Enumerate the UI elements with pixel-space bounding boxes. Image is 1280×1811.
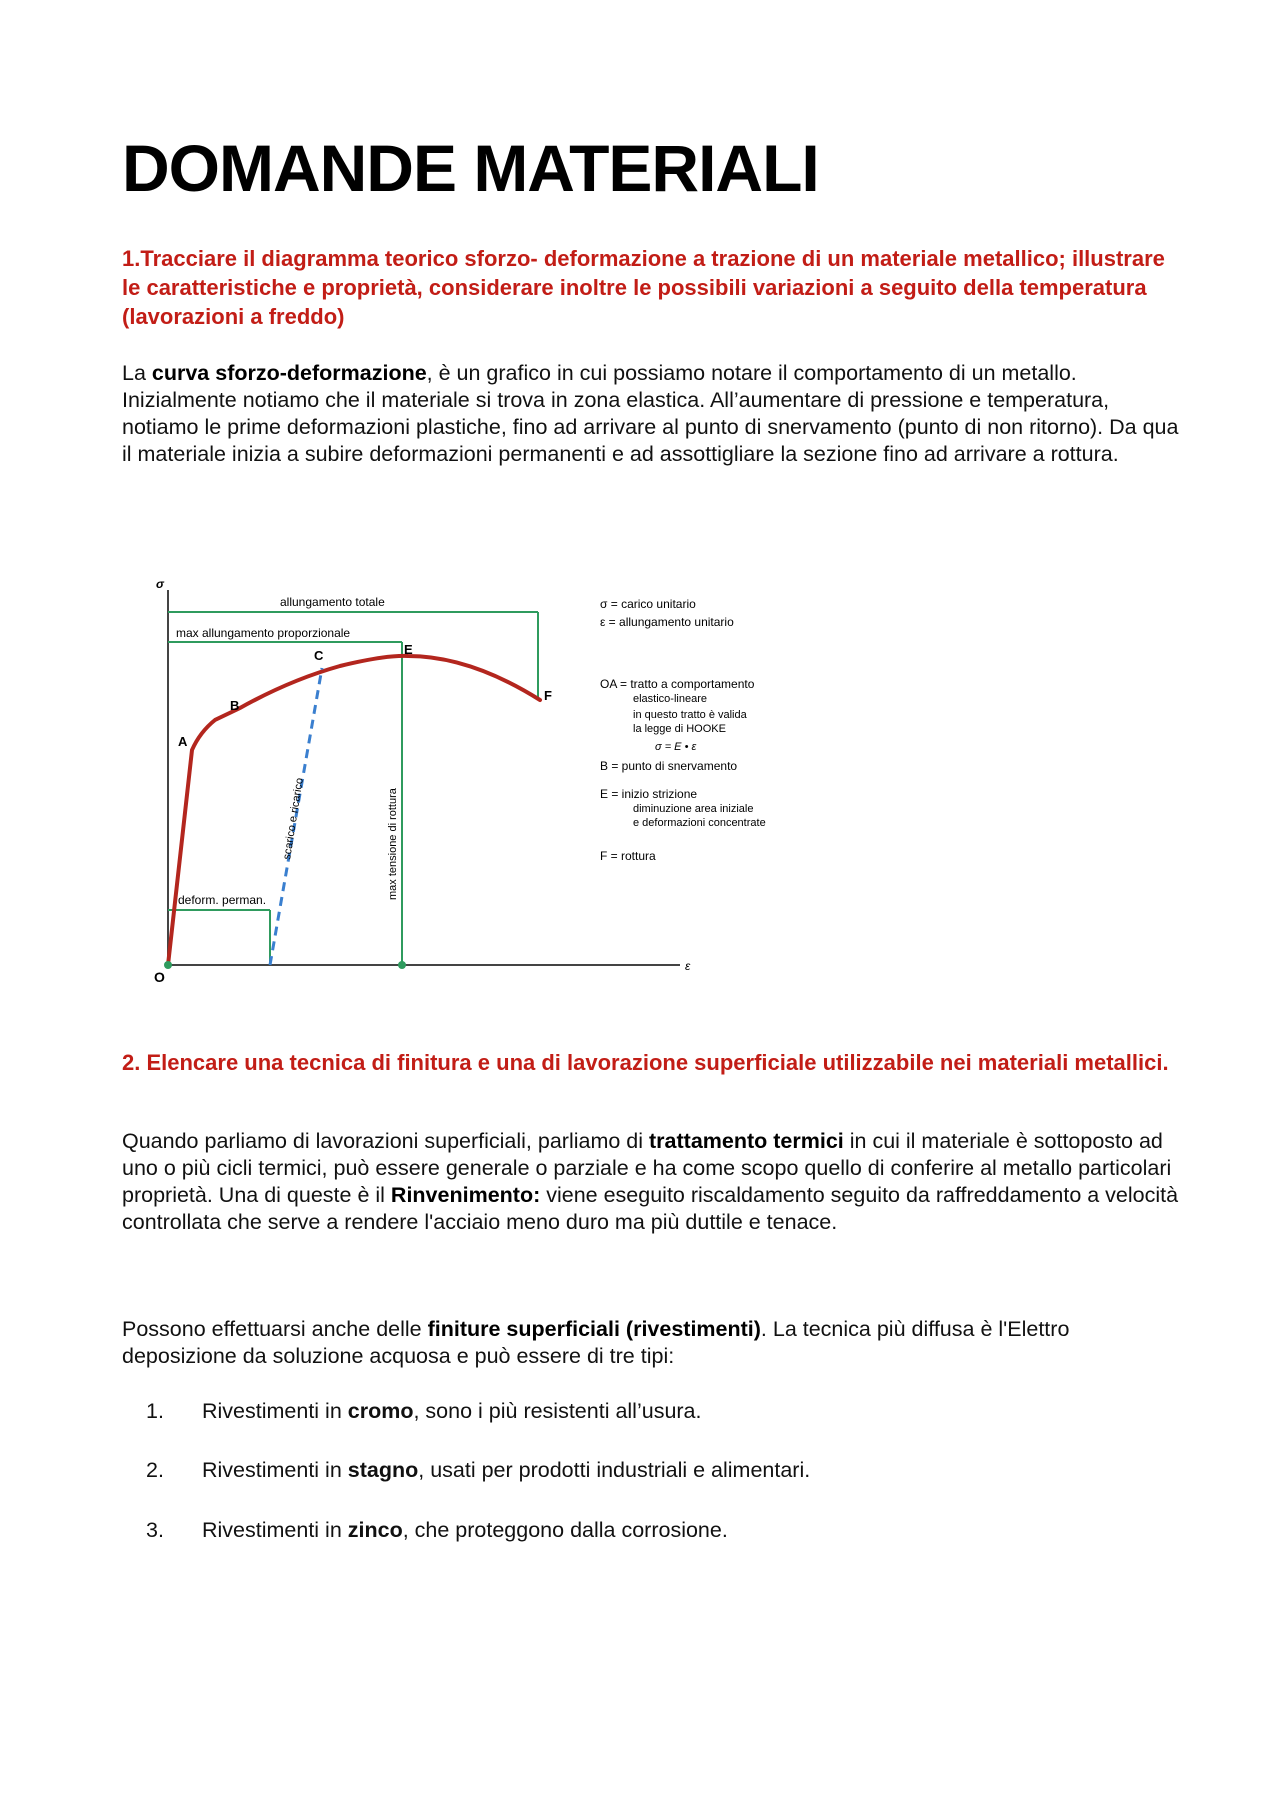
- legend-oa-3: in questo tratto è valida: [633, 709, 747, 721]
- max-stress-foot-point: [398, 961, 406, 969]
- unload-reload-label: scarico e ricarico: [281, 777, 306, 861]
- sigma-axis-label: σ: [156, 577, 164, 591]
- question-1: 1.Tracciare il diagramma teorico sforzo- deformazione a trazione di un materiale metallico; illustrare le caratteristiche e proprietà, considerare inoltre le possibili variazioni a seguito della temperatura (lavorazioni a freddo): [122, 246, 1165, 329]
- list-item-number: 1.: [146, 1399, 164, 1423]
- stress-strain-diagram: [140, 570, 820, 990]
- answer-2-text-e: viene eseguito riscaldamento seguito da raffreddamento a velocità controllata che serve a rendere l'acciaio meno duro ma più duttile e tenace.: [122, 1183, 1179, 1234]
- legend-oa-2: elastico-lineare: [633, 693, 707, 705]
- list-item-bold: cromo: [347, 1399, 414, 1423]
- list-item-pre: Rivestimenti in: [202, 1458, 348, 1482]
- list-item-bold: stagno: [347, 1458, 419, 1482]
- list-item-post: , usati per prodotti industriali e alimentari.: [418, 1458, 811, 1482]
- answer-2-text-c: in cui il materiale è sottoposto ad uno o più cicli termici, può essere generale o parziale e ha come scopo quello di conferire al metallo particolari proprietà. Una di queste è il: [122, 1129, 1172, 1207]
- point-a-label: A: [178, 734, 188, 749]
- list-item-pre: Rivestimenti in: [202, 1518, 348, 1542]
- legend-e: E = inizio strizione: [600, 787, 698, 801]
- legend-f: F = rottura: [600, 849, 656, 863]
- legend-oa: OA = tratto a comportamento: [600, 677, 755, 691]
- point-b-label: B: [230, 698, 240, 713]
- epsilon-axis-label: ε: [685, 959, 691, 973]
- answer-2-bold-d: Rinvenimento:: [390, 1183, 541, 1207]
- answer-2-p2-text-c: . La tecnica più diffusa è l'Elettro deposizione da soluzione acquosa e può essere di tre tipi:: [122, 1317, 1070, 1368]
- total-elongation-label: allungamento totale: [280, 595, 385, 609]
- origin-label: O: [154, 969, 165, 985]
- legend-e-3: e deformazioni concentrate: [633, 817, 766, 829]
- list-item-number: 2.: [146, 1458, 164, 1482]
- answer-2-text-a: Quando parliamo di lavorazioni superficiali, parliamo di: [122, 1129, 650, 1153]
- answer-2-paragraph-2: [122, 1316, 1182, 1370]
- max-stress-label: max tensione di rottura: [387, 788, 399, 900]
- answer-2-bold-b: trattamento termici: [649, 1129, 844, 1153]
- list-item-text: [202, 1398, 702, 1425]
- list-item-pre: Rivestimenti in: [202, 1399, 348, 1423]
- page-title: DOMANDE MATERIALI: [122, 131, 819, 205]
- point-c-label: C: [314, 648, 324, 663]
- answer-2-paragraph-1: [122, 1128, 1182, 1236]
- stress-strain-curve: [168, 656, 540, 965]
- answer-2-p2-bold: finiture superficiali (rivestimenti): [427, 1317, 761, 1341]
- max-prop-elongation-label: max allungamento proporzionale: [176, 626, 351, 640]
- legend-oa-4: la legge di HOOKE: [633, 723, 726, 735]
- list-item-bold: zinco: [347, 1518, 403, 1542]
- legend-b: B = punto di snervamento: [600, 759, 738, 773]
- diagram-legend: [600, 597, 766, 863]
- permanent-deform-label: deform. perman.: [178, 893, 267, 907]
- list-item-text: [202, 1457, 810, 1484]
- legend-hooke: σ = E • ε: [655, 741, 697, 753]
- answer-1-text-2: , è un grafico in cui possiamo notare il comportamento di un metallo. Inizialmente notiamo che il materiale si trova in zona elastica. All’aumentare di pressione e temperatura, notiamo le prime deformazioni plastiche, fino ad arrivare al punto di snervamento (punto di non ritorno). Da qua il materiale inizia a subire deformazioni permanenti e ad assottigliare la sezione fino ad arrivare a rottura.: [122, 361, 1179, 466]
- answer-1-paragraph: [122, 360, 1182, 468]
- list-item-post: , che proteggono dalla corrosione.: [402, 1518, 728, 1542]
- list-item-number: 3.: [146, 1518, 164, 1542]
- point-f-label: F: [544, 688, 552, 703]
- origin-point: [164, 961, 172, 969]
- legend-e-2: diminuzione area iniziale: [633, 803, 754, 815]
- question-2: 2. Elencare una tecnica di finitura e una di lavorazione superficiale utilizzabile nei materiali metallici.: [122, 1050, 1169, 1075]
- answer-1-bold: curva sforzo-deformazione: [151, 361, 427, 385]
- legend-sigma: σ = carico unitario: [600, 597, 696, 611]
- answer-2-p2-text-a: Possono effettuarsi anche delle: [122, 1317, 428, 1341]
- point-e-label: E: [404, 642, 413, 657]
- list-item-post: , sono i più resistenti all’usura.: [413, 1399, 702, 1423]
- list-item-text: [202, 1517, 728, 1544]
- answer-1-text: La: [122, 361, 152, 385]
- legend-epsilon: ε = allungamento unitario: [600, 615, 734, 629]
